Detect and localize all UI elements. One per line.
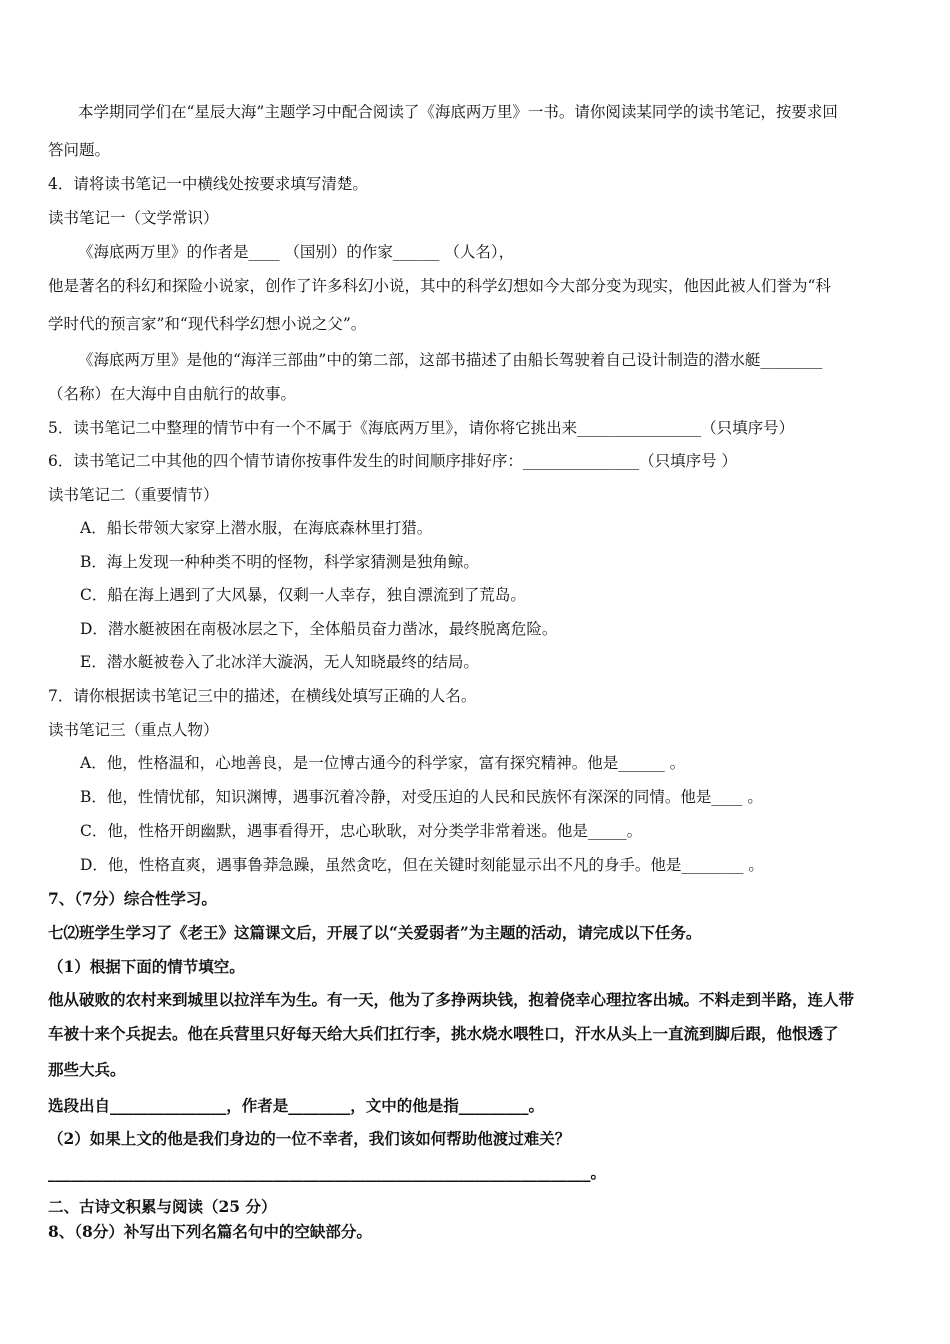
note1-line-3: 学时代的预言家”和“现代科学幻想小说之父”。 xyxy=(48,315,367,333)
note1-title: 读书笔记一（文学常识） xyxy=(48,209,219,227)
q7b-sub2: （2）如果上文的他是我们身边的一位不幸者，我们该如何帮助他渡过难关？ xyxy=(48,1129,571,1148)
note2-item: A．船长带领大家穿上潜水服，在海底森林里打猎。 xyxy=(80,519,433,537)
note3-item: D．他，性格直爽，遇事鲁莽急躁，虽然贪吃，但在关键时刻能显示出不凡的身手。他是________ 。 xyxy=(80,856,764,874)
q7b-passage-1: 他从破败的农村来到城里以拉洋车为生。有一天，他为了多挣两块钱，抱着侥幸心理拉客出城。不料走到半路，连人带 xyxy=(48,990,855,1009)
q7b-passage-3: 那些大兵。 xyxy=(48,1060,126,1079)
note3-title: 读书笔记三（重点人物） xyxy=(48,721,219,739)
note3-item: C．他，性格开朗幽默，遇事看得开，忠心耿耿，对分类学非常着迷。他是_____。 xyxy=(80,822,643,840)
note3-item: B．他，性情忧郁，知识渊博，遇事沉着冷静，对受压迫的人民和民族怀有深深的同情。他是____ 。 xyxy=(80,788,763,806)
q7b-sub1: （1）根据下面的情节填空。 xyxy=(48,957,245,976)
q5-prompt: 5．读书笔记二中整理的情节中有一个不属于《海底两万里》，请你将它挑出来________________（只填序号） xyxy=(48,419,795,437)
q7b-passage-2: 车被十来个兵捉去。他在兵营里只好每天给大兵们扛行李，挑水烧水喂牲口，汗水从头上一直流到脚后跟，他恨透了 xyxy=(48,1024,839,1043)
note3-item: A．他，性格温和，心地善良，是一位博古通今的科学家，富有探究精神。他是______ 。 xyxy=(80,754,686,772)
q8-prompt: 8、（8分）补写出下列名篇名句中的空缺部分。 xyxy=(48,1222,372,1241)
note2-item: C．船在海上遇到了大风暴，仅剩一人幸存，独自漂流到了荒岛。 xyxy=(80,586,526,604)
q7b-intro: 七⑵班学生学习了《老王》这篇课文后，开展了以“关爱弱者”为主题的活动，请完成以下任务。 xyxy=(48,923,702,942)
note2-title: 读书笔记二（重要情节） xyxy=(48,486,219,504)
q7b-answer-line: ______________________________________________________________________。 xyxy=(48,1163,607,1182)
q7b-heading: 7、（7分）综合性学习。 xyxy=(48,889,217,908)
note1-line-4: 《海底两万里》是他的“海洋三部曲”中的第二部，这部书描述了由船长驾驶着自己设计制造的潜水艇________ xyxy=(78,351,823,369)
q7b-fill: 选段出自_______________，作者是________，文中的他是指_________。 xyxy=(48,1096,545,1115)
note1-line-5: （名称）在大海中自由航行的故事。 xyxy=(48,385,297,403)
section2-heading: 二、古诗文积累与阅读（25 分） xyxy=(48,1197,277,1216)
note1-line-2: 他是著名的科幻和探险小说家，创作了许多科幻小说，其中的科学幻想如今大部分变为现实，他因此被人们誉为“科 xyxy=(48,277,831,295)
intro-line-1: 本学期同学们在“星辰大海”主题学习中配合阅读了《海底两万里》一书。请你阅读某同学的读书笔记，按要求回 xyxy=(78,103,838,121)
note2-item: D．潜水艇被困在南极冰层之下，全体船员奋力凿冰，最终脱离危险。 xyxy=(80,620,558,638)
note2-item: B．海上发现一种种类不明的怪物，科学家猜测是独角鲸。 xyxy=(80,553,479,571)
q7-prompt: 7．请你根据读书笔记三中的描述，在横线处填写正确的人名。 xyxy=(48,687,477,705)
note1-line-1: 《海底两万里》的作者是____ （国别）的作家______ （人名）， xyxy=(78,243,515,261)
intro-line-2: 答问题。 xyxy=(48,141,111,159)
note2-item: E．潜水艇被卷入了北冰洋大漩涡，无人知晓最终的结局。 xyxy=(80,653,479,671)
q4-prompt: 4．请将读书笔记一中横线处按要求填写清楚。 xyxy=(48,175,368,193)
q6-prompt: 6．读书笔记二中其他的四个情节请你按事件发生的时间顺序排好序：_______________（只填序号 ） xyxy=(48,452,738,470)
